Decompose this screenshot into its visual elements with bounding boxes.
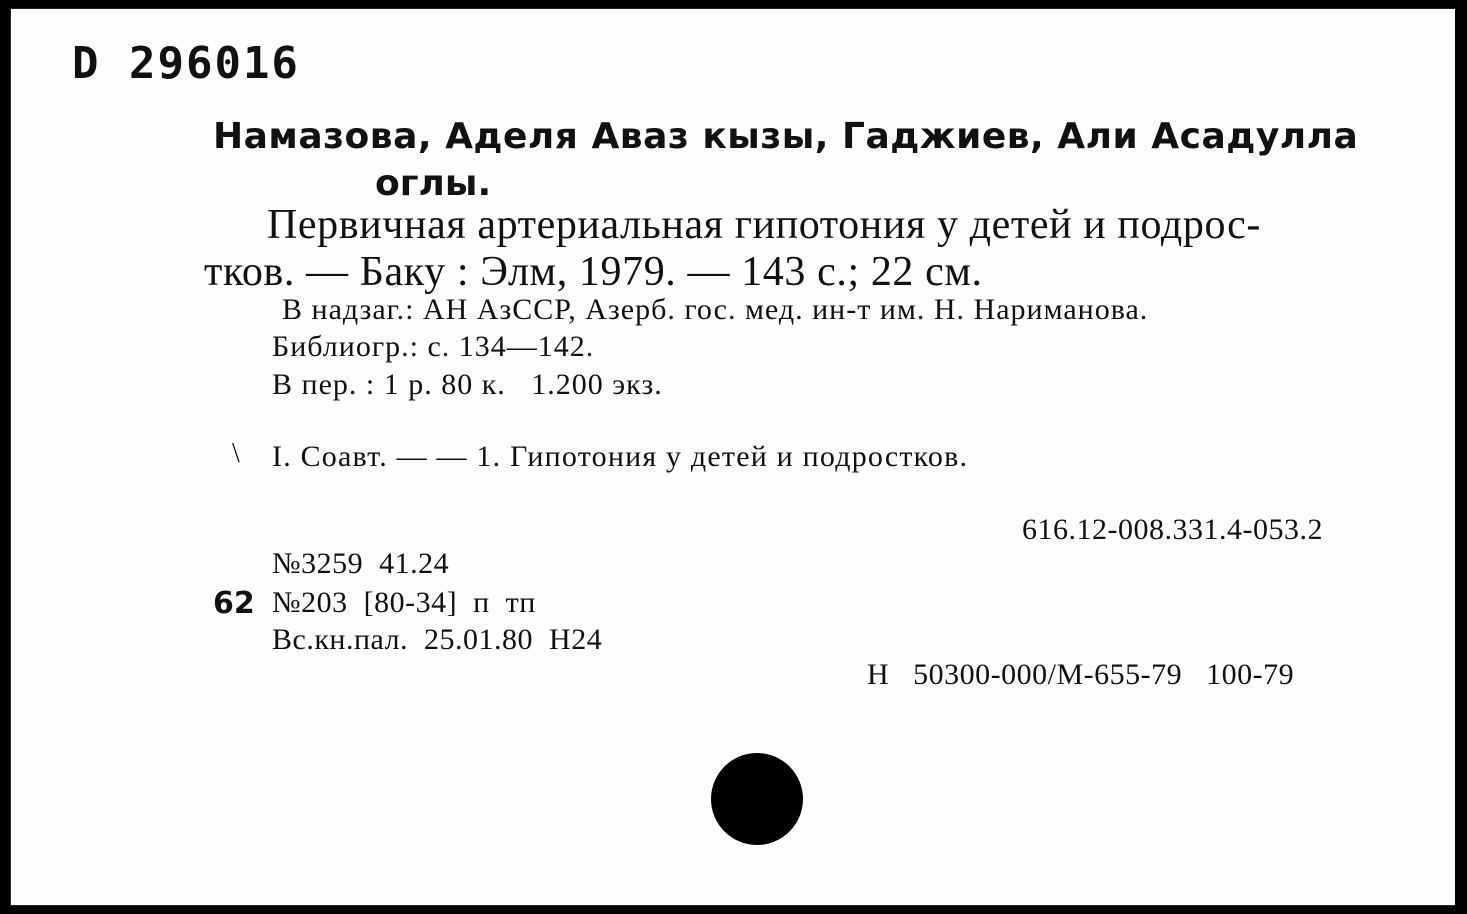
publisher-code: Н 50300-000/М-655-79 100-79 xyxy=(867,658,1295,691)
scan-border xyxy=(1455,0,1467,914)
call-number: D 296016 xyxy=(72,38,300,89)
title-line-2: тков. — Баку : Элм, 1979. — 143 с.; 22 см. xyxy=(204,249,983,295)
tracing-mark: \ xyxy=(232,438,240,469)
authors-line-2: оглы. xyxy=(375,163,492,204)
title-line-1: Первичная артериальная гипотония у детей и подрос- xyxy=(267,202,1261,248)
punch-hole xyxy=(711,753,803,845)
accession-line-2: №203 [80-34] п тп xyxy=(272,586,536,619)
note-line-1: В надзаг.: АН АзССР, Азерб. гос. мед. ин-т им. Н. Нариманова. xyxy=(282,293,1149,326)
accession-line-3: Вс.кн.пал. 25.01.80 Н24 xyxy=(272,623,603,656)
accession-line-1: №3259 41.24 xyxy=(272,547,450,580)
udc-classification: 616.12-008.331.4-053.2 xyxy=(1022,513,1323,546)
authors-line-1: Намазова, Аделя Аваз кызы, Гаджиев, Али Асадулла xyxy=(213,116,1359,157)
note-line-2: Библиогр.: с. 134—142. xyxy=(272,330,595,363)
tracing-line: I. Соавт. — — 1. Гипотония у детей и подростков. xyxy=(272,440,969,473)
accession-prefix: 62 xyxy=(213,586,255,621)
note-line-3: В пер. : 1 р. 80 к. 1.200 экз. xyxy=(272,368,663,401)
